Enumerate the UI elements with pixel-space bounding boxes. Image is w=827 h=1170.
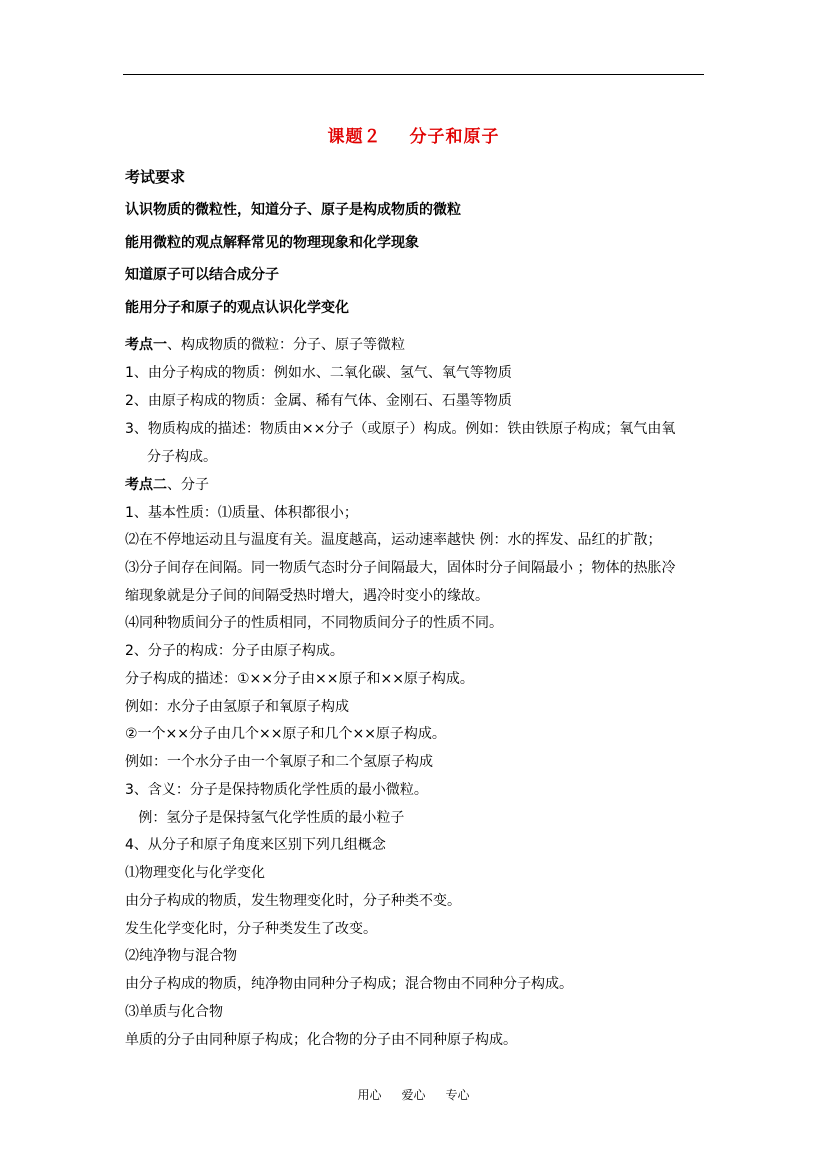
point1-title: [125, 334, 405, 354]
point2-line: 由分子构成的物质，发生物理变化时，分子种类不变。: [125, 893, 461, 909]
footer-text: 用心: [357, 1088, 382, 1102]
header-rule: [123, 74, 704, 75]
point1-label: 考点一: [125, 337, 167, 353]
requirement-item: 知道原子可以结合成分子: [125, 267, 279, 283]
point2-line: 缩现象就是分子间的间隔受热时增大，遇冷时变小的缘故。: [125, 588, 489, 604]
point2-line: ⑵纯净物与混合物: [125, 948, 237, 964]
point1-line: 2、由原子构成的物质：金属、稀有气体、金刚石、石墨等物质: [125, 393, 512, 409]
title-lesson: 课题２: [327, 127, 382, 147]
point2-line: 3、含义：分子是保持物质化学性质的最小微粒。: [125, 782, 428, 798]
page-title: [0, 122, 827, 147]
point2-line: 由分子构成的物质，纯净物由同种分子构成；混合物由不同种分子构成。: [125, 976, 573, 992]
point2-line: ⑶单质与化合物: [125, 1004, 223, 1020]
point2-label: 考点二: [125, 477, 167, 493]
point1-line: 分子构成。: [147, 449, 217, 465]
point2-line: 例：氢分子是保持氢气化学性质的最小粒子: [125, 810, 405, 826]
point2-title-text: 、分子: [167, 477, 209, 493]
point1-line: 3、物质构成的描述：物质由××分子（或原子）构成。例如：铁由铁原子构成；氧气由氧: [125, 421, 676, 437]
requirement-item: 能用分子和原子的观点认识化学变化: [125, 300, 349, 316]
point2-line: 例如：一个水分子由一个氧原子和二个氢原子构成: [125, 754, 433, 770]
point2-line: ⑶分子间存在间隔。同一物质气态时分子间隔最大，固体时分子间隔最小 ；物体的热胀冷: [125, 560, 676, 576]
point1-title-text: 、构成物质的微粒：分子、原子等微粒: [167, 337, 405, 353]
requirement-item: 认识物质的微粒性，知道分子、原子是构成物质的微粒: [125, 202, 461, 218]
point2-line: ②一个××分子由几个××原子和几个××原子构成。: [125, 726, 446, 742]
point2-line: ⑵在不停地运动且与温度有关。温度越高，运动速率越快 例：水的挥发、品红的扩散；: [125, 532, 662, 548]
exam-requirements-heading: 考试要求: [125, 168, 186, 186]
point2-line: 1、基本性质：⑴质量、体积都很小；: [125, 505, 358, 521]
point2-line: 2、分子的构成：分子由原子构成。: [125, 643, 344, 659]
point1-line: 1、由分子构成的物质：例如水、二氧化碳、氢气、氧气等物质: [125, 365, 512, 381]
requirement-item: 能用微粒的观点解释常见的物理现象和化学现象: [125, 235, 419, 251]
point2-line: ⑷同种物质间分子的性质相同，不同物质间分子的性质不同。: [125, 615, 503, 631]
point2-line: 4、从分子和原子角度来区别下列几组概念: [125, 837, 386, 853]
footer-text: 专心: [445, 1088, 470, 1102]
point2-line: 分子构成的描述：①××分子由××原子和××原子构成。: [125, 671, 474, 687]
page-footer: [0, 1086, 827, 1103]
point2-line: ⑴物理变化与化学变化: [125, 865, 265, 881]
title-topic: 分子和原子: [409, 127, 500, 147]
point2-line: 单质的分子由同种原子构成；化合物的分子由不同种原子构成。: [125, 1032, 517, 1048]
footer-text: 爱心: [401, 1088, 426, 1102]
point2-line: 发生化学变化时，分子种类发生了改变。: [125, 921, 377, 937]
point2-title: [125, 474, 209, 494]
point2-line: 例如：水分子由氢原子和氧原子构成: [125, 699, 349, 715]
